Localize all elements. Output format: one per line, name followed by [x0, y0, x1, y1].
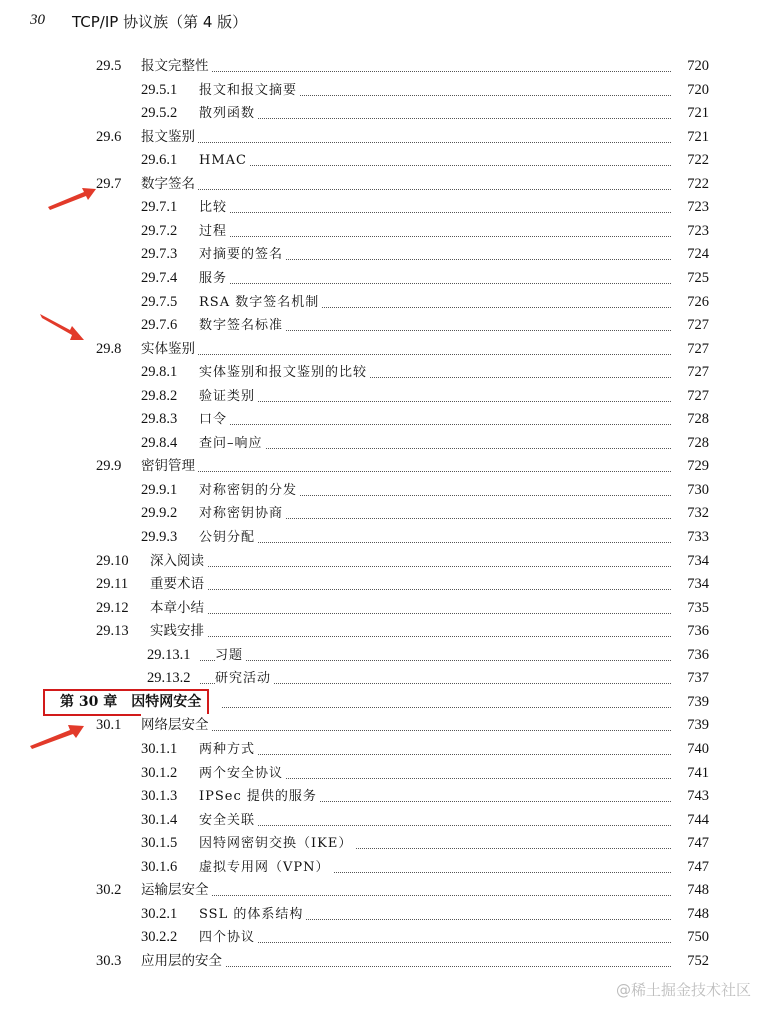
section-number: 30.2.1 — [141, 905, 178, 922]
section-number: 29.7 — [96, 175, 122, 192]
toc-leader-dots — [200, 519, 675, 543]
section-title: 安全关联 — [199, 809, 258, 832]
section-number: 29.7.5 — [141, 293, 178, 310]
annotation-arrow-icon — [38, 310, 90, 344]
page-ref: 741 — [672, 762, 709, 785]
page-ref: 722 — [672, 173, 709, 196]
section-number: 29.9.2 — [141, 505, 178, 522]
page-ref: 732 — [672, 502, 709, 525]
page-ref: 743 — [672, 785, 709, 808]
section-title: 报文和报文摘要 — [199, 79, 300, 102]
section-title: 对称密钥的分发 — [199, 479, 300, 502]
toc-leader-dots — [150, 590, 675, 614]
toc-leader-dots — [150, 872, 675, 896]
annotation-arrow-icon — [44, 180, 104, 212]
section-title: 公钥分配 — [199, 526, 258, 549]
toc-leader-dots — [200, 95, 675, 119]
page-ref: 750 — [672, 926, 709, 949]
page-ref: 727 — [672, 385, 709, 408]
section-number: 29.13 — [96, 623, 129, 640]
section-number: 30.1.6 — [141, 858, 178, 875]
section-number: 29.5.2 — [141, 105, 178, 122]
page-ref: 735 — [672, 597, 709, 620]
toc-leader-dots — [200, 213, 675, 237]
page-ref: 736 — [672, 644, 709, 667]
page-ref: 725 — [672, 267, 709, 290]
toc-leader-dots — [200, 425, 675, 449]
section-title: 服务 — [199, 267, 230, 290]
section-number: 29.8.4 — [141, 434, 178, 451]
watermark: @稀土掘金技术社区 — [615, 981, 751, 999]
page-ref: 744 — [672, 809, 709, 832]
section-title: 实体鉴别 — [141, 338, 198, 361]
section-number: 29.11 — [96, 576, 129, 593]
chapter-number: 第 30 章 — [60, 693, 118, 710]
page-ref: 740 — [672, 738, 709, 761]
section-title: 报文完整性 — [141, 55, 212, 78]
annotation-arrow-icon — [26, 718, 90, 750]
page-ref: 748 — [672, 903, 709, 926]
section-title: IPSec 提供的服务 — [199, 785, 320, 808]
page-ref: 747 — [672, 832, 709, 855]
page-ref: 721 — [672, 126, 709, 149]
section-number: 29.13.2 — [147, 670, 191, 687]
section-number: 29.7.2 — [141, 222, 178, 239]
section-title: 查问–响应 — [199, 432, 266, 455]
section-title: 两种方式 — [199, 738, 258, 761]
section-title: 因特网密钥交换（IKE） — [199, 832, 355, 855]
section-title: 对摘要的签名 — [199, 243, 286, 266]
section-number: 29.8.2 — [141, 387, 178, 404]
section-title: 比较 — [199, 196, 230, 219]
section-number: 30.1.4 — [141, 811, 178, 828]
section-number: 29.9.3 — [141, 529, 178, 545]
page-ref: 720 — [672, 79, 709, 102]
page-ref: 733 — [672, 526, 709, 549]
section-title: 网络层安全 — [141, 714, 212, 737]
toc-leader-dots — [150, 613, 675, 637]
section-title: 散列函数 — [199, 102, 258, 125]
chapter-title: 因特网安全 — [131, 693, 202, 710]
section-title: 本章小结 — [150, 597, 207, 620]
section-number: 29.5.1 — [141, 81, 178, 98]
page-ref: 723 — [672, 220, 709, 243]
section-number: 29.7.6 — [141, 317, 178, 334]
section-title: 报文鉴别 — [141, 126, 198, 149]
page-ref: 720 — [672, 55, 709, 78]
section-title: 密钥管理 — [141, 455, 198, 478]
section-number: 30.2.2 — [141, 929, 178, 946]
page-ref: 722 — [672, 149, 709, 172]
section-number: 30.1.3 — [141, 788, 178, 805]
section-title: 研究活动 — [215, 667, 274, 690]
section-number: 30.2 — [96, 882, 122, 899]
section-number: 29.8.3 — [141, 411, 178, 428]
section-number: 29.12 — [96, 599, 129, 616]
toc-leader-dots — [150, 943, 675, 967]
page-ref: 728 — [672, 432, 709, 455]
section-title: SSL 的体系结构 — [199, 903, 306, 926]
section-title: 重要术语 — [150, 573, 207, 596]
page-ref: 729 — [672, 455, 709, 478]
toc-leader-dots — [150, 48, 675, 72]
section-title: 实践安排 — [150, 620, 207, 643]
section-number: 29.9 — [96, 458, 122, 475]
toc-leader-dots — [150, 543, 675, 567]
toc-leader-dots — [200, 189, 675, 213]
page-ref: 728 — [672, 408, 709, 431]
page-ref: 721 — [672, 102, 709, 125]
page-ref: 723 — [672, 196, 709, 219]
running-title: TCP/IP 协议族（第 4 版） — [72, 13, 248, 31]
section-number: 29.8.1 — [141, 364, 178, 381]
page-ref: 727 — [672, 314, 709, 337]
section-number: 29.13.1 — [147, 646, 191, 663]
page-ref: 724 — [672, 243, 709, 266]
page-ref: 734 — [672, 573, 709, 596]
section-number: 30.1.2 — [141, 764, 178, 781]
section-number: 29.6 — [96, 128, 122, 145]
section-title: 应用层的安全 — [141, 950, 225, 973]
section-title: 对称密钥协商 — [199, 502, 286, 525]
section-title: RSA 数字签名机制 — [199, 291, 322, 314]
section-number: 29.10 — [96, 552, 129, 569]
toc-leader-dots — [150, 331, 675, 355]
toc-leader-dots — [150, 707, 675, 731]
section-number: 29.6.1 — [141, 152, 178, 169]
section-number: 30.1.1 — [141, 740, 178, 757]
toc-leader-dots — [200, 637, 675, 661]
toc-leader-dots — [150, 566, 675, 590]
section-number: 29.7.3 — [141, 246, 178, 263]
toc-leader-dots — [200, 802, 675, 826]
page-ref: 726 — [672, 291, 709, 314]
section-title: 过程 — [199, 220, 230, 243]
toc-leader-dots — [150, 448, 675, 472]
toc-leader-dots — [222, 684, 675, 708]
section-title: HMAC — [199, 149, 250, 172]
page-ref: 727 — [672, 338, 709, 361]
section-title: 虚拟专用网（VPN） — [199, 856, 333, 879]
page-ref: 730 — [672, 479, 709, 502]
section-title: 数字签名标准 — [199, 314, 286, 337]
page-ref: 747 — [672, 856, 709, 879]
section-number: 30.1.5 — [141, 835, 178, 852]
section-number: 29.7.4 — [141, 269, 178, 286]
section-title: 实体鉴别和报文鉴别的比较 — [199, 361, 370, 384]
page-ref: 739 — [672, 714, 709, 737]
toc-leader-dots — [200, 142, 675, 166]
section-number: 29.7.1 — [141, 199, 178, 216]
page-ref: 737 — [672, 667, 709, 690]
toc-leader-dots — [150, 166, 675, 190]
page-ref: 734 — [672, 550, 709, 573]
section-title: 四个协议 — [199, 926, 258, 949]
section-title: 深入阅读 — [150, 550, 207, 573]
section-title: 两个安全协议 — [199, 762, 286, 785]
section-number: 29.9.1 — [141, 481, 178, 498]
toc-leader-dots — [200, 401, 675, 425]
section-title: 数字签名 — [141, 173, 198, 196]
page-number: 30 — [30, 12, 45, 28]
section-number: 29.5 — [96, 58, 122, 74]
section-number: 29.8 — [96, 340, 122, 357]
toc-leader-dots — [200, 919, 675, 943]
section-title: 运输层安全 — [141, 879, 212, 902]
section-title: 习题 — [215, 644, 246, 667]
page-ref: 752 — [672, 950, 709, 973]
page-ref: 748 — [672, 879, 709, 902]
toc-row — [0, 950, 773, 973]
toc-leader-dots — [200, 260, 675, 284]
page-ref: 727 — [672, 361, 709, 384]
section-title: 验证类别 — [199, 385, 258, 408]
toc-leader-dots — [200, 731, 675, 755]
toc-leader-dots — [200, 378, 675, 402]
section-number: 30.3 — [96, 952, 122, 969]
toc-leader-dots — [150, 119, 675, 143]
section-title: 口令 — [199, 408, 230, 431]
page-ref: 739 — [672, 691, 709, 714]
page-ref: 736 — [672, 620, 709, 643]
section-number: 30.1 — [96, 717, 122, 734]
